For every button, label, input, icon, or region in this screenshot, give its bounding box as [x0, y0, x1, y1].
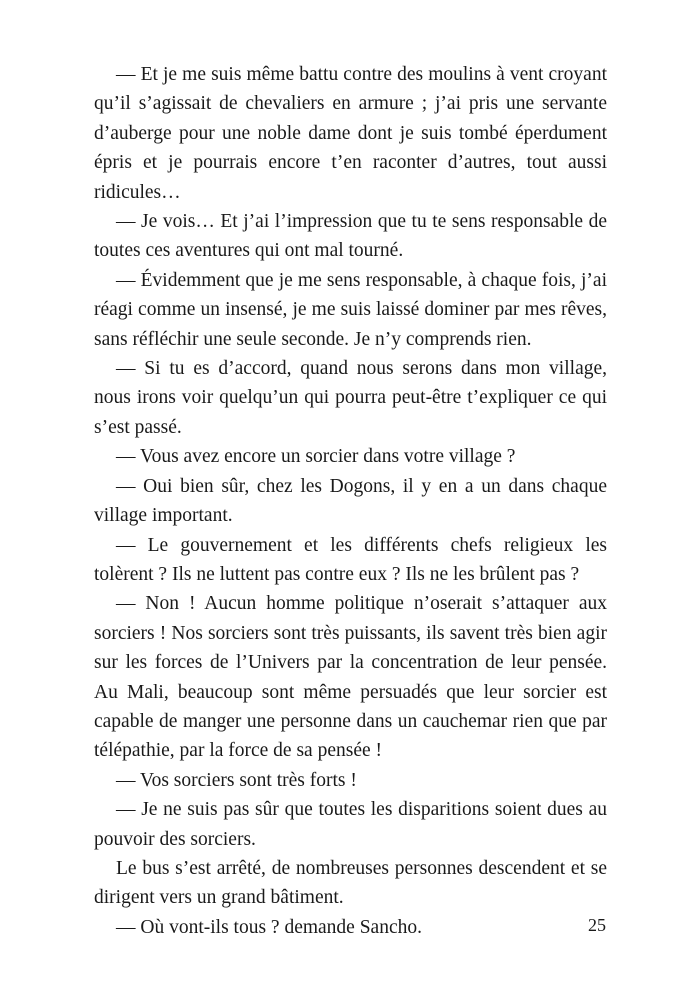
paragraph: — Évidemment que je me sens responsable, à chaque fois, j’ai réagi comme un insensé, je me suis laissé dominer par mes rêves, sans réfléchir une seule seconde. Je n’y comprends rien.	[94, 269, 607, 350]
paragraph: — Si tu es d’accord, quand nous serons dans mon village, nous irons voir quelqu’un qui pourra peut-être t’expliquer ce qui s’est passé.	[94, 358, 607, 438]
body-text	[94, 60, 607, 942]
page-number: 25	[588, 915, 606, 935]
paragraph: — Oui bien sûr, chez les Dogons, il y en a un dans chaque village important.	[94, 475, 607, 527]
paragraph: Le bus s’est arrêté, de nombreuses personnes descendent et se dirigent vers un grand bâtiment.	[94, 857, 607, 909]
paragraph: — Vous avez encore un sorcier dans votre village ?	[116, 446, 516, 468]
paragraph: — Et je me suis même battu contre des moulins à vent croyant qu’il s’agissait de chevaliers en armure ; j’ai pris une servante d’auberge pour une noble dame dont je suis tombé éperdument épris et je pourrais encore t’en raconter d’autres, tout aussi ridicules…	[94, 64, 607, 203]
paragraph: — Je ne suis pas sûr que toutes les disparitions soient dues au pouvoir des sorciers.	[94, 799, 607, 850]
paragraph: — Vos sorciers sont très forts !	[116, 769, 357, 791]
paragraph: — Non ! Aucun homme politique n’oserait s’attaquer aux sorciers ! Nos sorciers sont très puissants, ils savent très bien agir sur les forces de l’Univers par la concentration de leur pensée. Au Mali, beaucoup sont même persuadés que leur sorcier est capable de manger une personne dans un cauchemar rien que par télépathie, par la force de sa pensée !	[94, 593, 607, 762]
paragraph: — Je vois… Et j’ai l’impression que tu te sens responsable de toutes ces aventures qui ont mal tourné.	[94, 211, 607, 262]
paragraph: — Où vont-ils tous ? demande Sancho.	[116, 916, 422, 938]
paragraph: — Le gouvernement et les différents chefs religieux les tolèrent ? Ils ne luttent pas contre eux ? Ils ne les brûlent pas ?	[94, 534, 607, 585]
